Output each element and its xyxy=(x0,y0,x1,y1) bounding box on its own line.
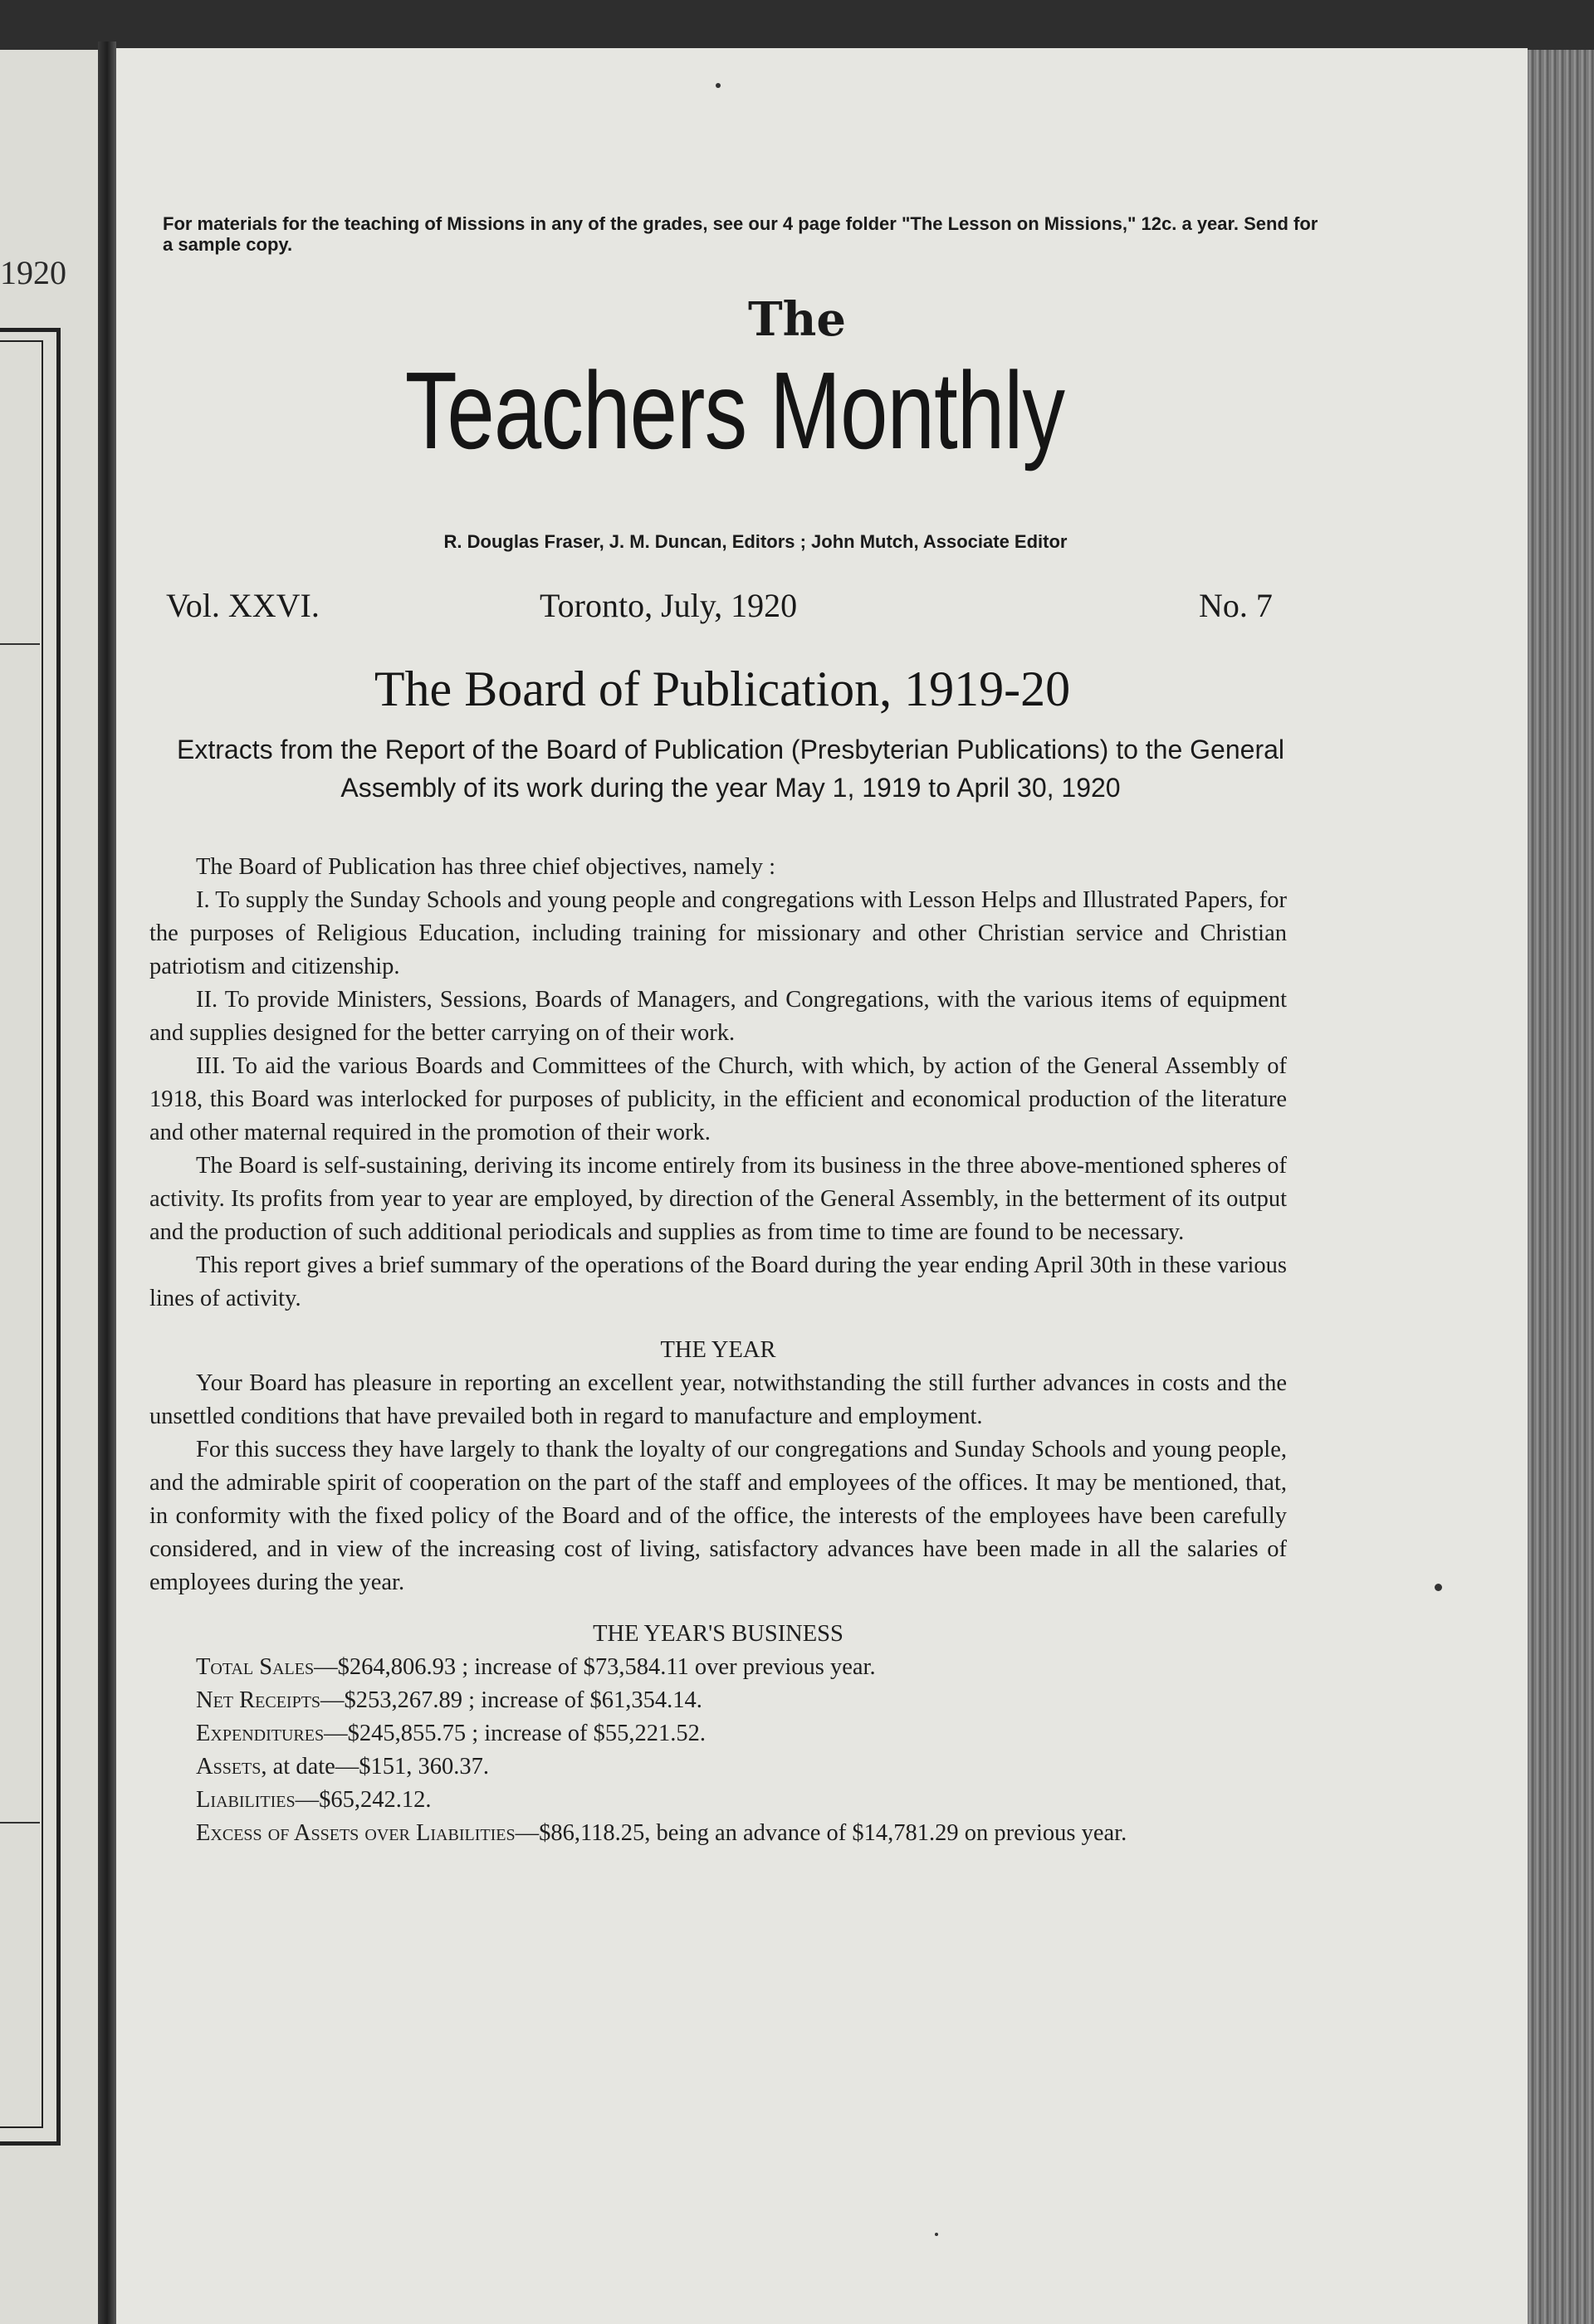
paragraph: The Board of Publication has three chief objectives, namely : xyxy=(196,854,776,880)
issue-number: No. 7 xyxy=(1199,587,1273,624)
business-line xyxy=(149,1684,1287,1717)
article-title: The Board of Publication, 1919-20 xyxy=(374,662,1071,716)
business-value: —$253,267.89 ; increase of $61,354.14. xyxy=(320,1687,702,1713)
section-heading-business: THE YEAR'S BUSINESS xyxy=(593,1621,843,1647)
business-value: , at date—$151, 360.37. xyxy=(261,1754,490,1780)
business-label: Excess of Assets over Liabilities xyxy=(196,1820,516,1846)
paragraph: II. To provide Ministers, Sessions, Boards of Managers, and Congregations, with the various items of equipment and supplies designed for the better carrying on of their work. xyxy=(149,987,1287,1046)
business-label: Total Sales xyxy=(196,1654,315,1680)
masthead-title: Teachers Monthly xyxy=(404,349,1065,471)
left-page-year: 1920 xyxy=(0,254,66,291)
article-subtitle: Extracts from the Report of the Board of Publication (Presbyterian Publications) to the General Assembly of its work during the year May 1, 1919 to April 30, 1920 xyxy=(177,735,1284,803)
paragraph: The Board is self-sustaining, deriving its income entirely from its business in the three above-mentioned spheres of activity. Its profits from year to year are employed, by direction of the General Assembly, in the betterment of its output and the production of such additional periodicals and supplies as from time to time are found to be necessary. xyxy=(149,1153,1287,1245)
masthead-the: The xyxy=(747,292,846,347)
issue-place-date: Toronto, July, 1920 xyxy=(540,587,798,624)
business-label: Expenditures xyxy=(196,1721,325,1746)
paragraph: I. To supply the Sunday Schools and young people and congregations with Lesson Helps and Illustrated Papers, for the purposes of Religious Education, including training for missionary and other Christian service and Christian patriotism and citizenship. xyxy=(149,887,1287,979)
business-line xyxy=(149,1651,1287,1684)
business-value: —$245,855.75 ; increase of $55,221.52. xyxy=(324,1721,706,1746)
business-label: Assets xyxy=(196,1754,262,1780)
business-line xyxy=(149,1784,1287,1817)
business-value: —$86,118.25, being an advance of $14,781.29 on previous year. xyxy=(515,1820,1127,1846)
business-value: —$264,806.93 ; increase of $73,584.11 over previous year. xyxy=(314,1654,876,1680)
business-line xyxy=(149,1750,1287,1784)
business-label: Net Receipts xyxy=(196,1687,321,1713)
volume-number: Vol. XXVI. xyxy=(166,587,320,624)
missions-notice: For materials for the teaching of Missions in any of the grades, see our 4 page folder "The Lesson on Missions," 12c. a year. Send for a sample copy. xyxy=(163,213,1318,255)
business-label: Liabilities xyxy=(196,1787,296,1813)
paragraph: III. To aid the various Boards and Committees of the Church, with which, by action of the General Assembly of 1918, this Board was interlocked for purposes of publicity, in the efficient and economical production of the literature and other maternal required in the promotion of their work. xyxy=(149,1053,1287,1145)
business-value: —$65,242.12. xyxy=(295,1787,432,1813)
section-heading-the-year: THE YEAR xyxy=(660,1337,776,1363)
business-line xyxy=(149,1717,1287,1750)
article-body xyxy=(149,851,1287,1850)
editors-line: R. Douglas Fraser, J. M. Duncan, Editors ; John Mutch, Associate Editor xyxy=(443,531,1068,552)
paragraph: Your Board has pleasure in reporting an excellent year, notwithstanding the still further advances in costs and the unsettled conditions that have prevailed both in regard to manufacture and employment. xyxy=(149,1370,1287,1429)
paragraph: This report gives a brief summary of the operations of the Board during the year ending April 30th in these various lines of activity. xyxy=(149,1252,1287,1311)
paragraph: For this success they have largely to thank the loyalty of our congregations and Sunday Schools and young people, and the admirable spirit of cooperation on the part of the staff and employees of the offices. It may be mentioned, that, in conformity with the fixed policy of the Board and of the office, the interests of the employees have been carefully considered, and in view of the increasing cost of living, satisfactory advances have been made in all the salaries of employees during the year. xyxy=(149,1437,1287,1595)
business-list xyxy=(149,1651,1287,1850)
business-line xyxy=(149,1817,1287,1850)
